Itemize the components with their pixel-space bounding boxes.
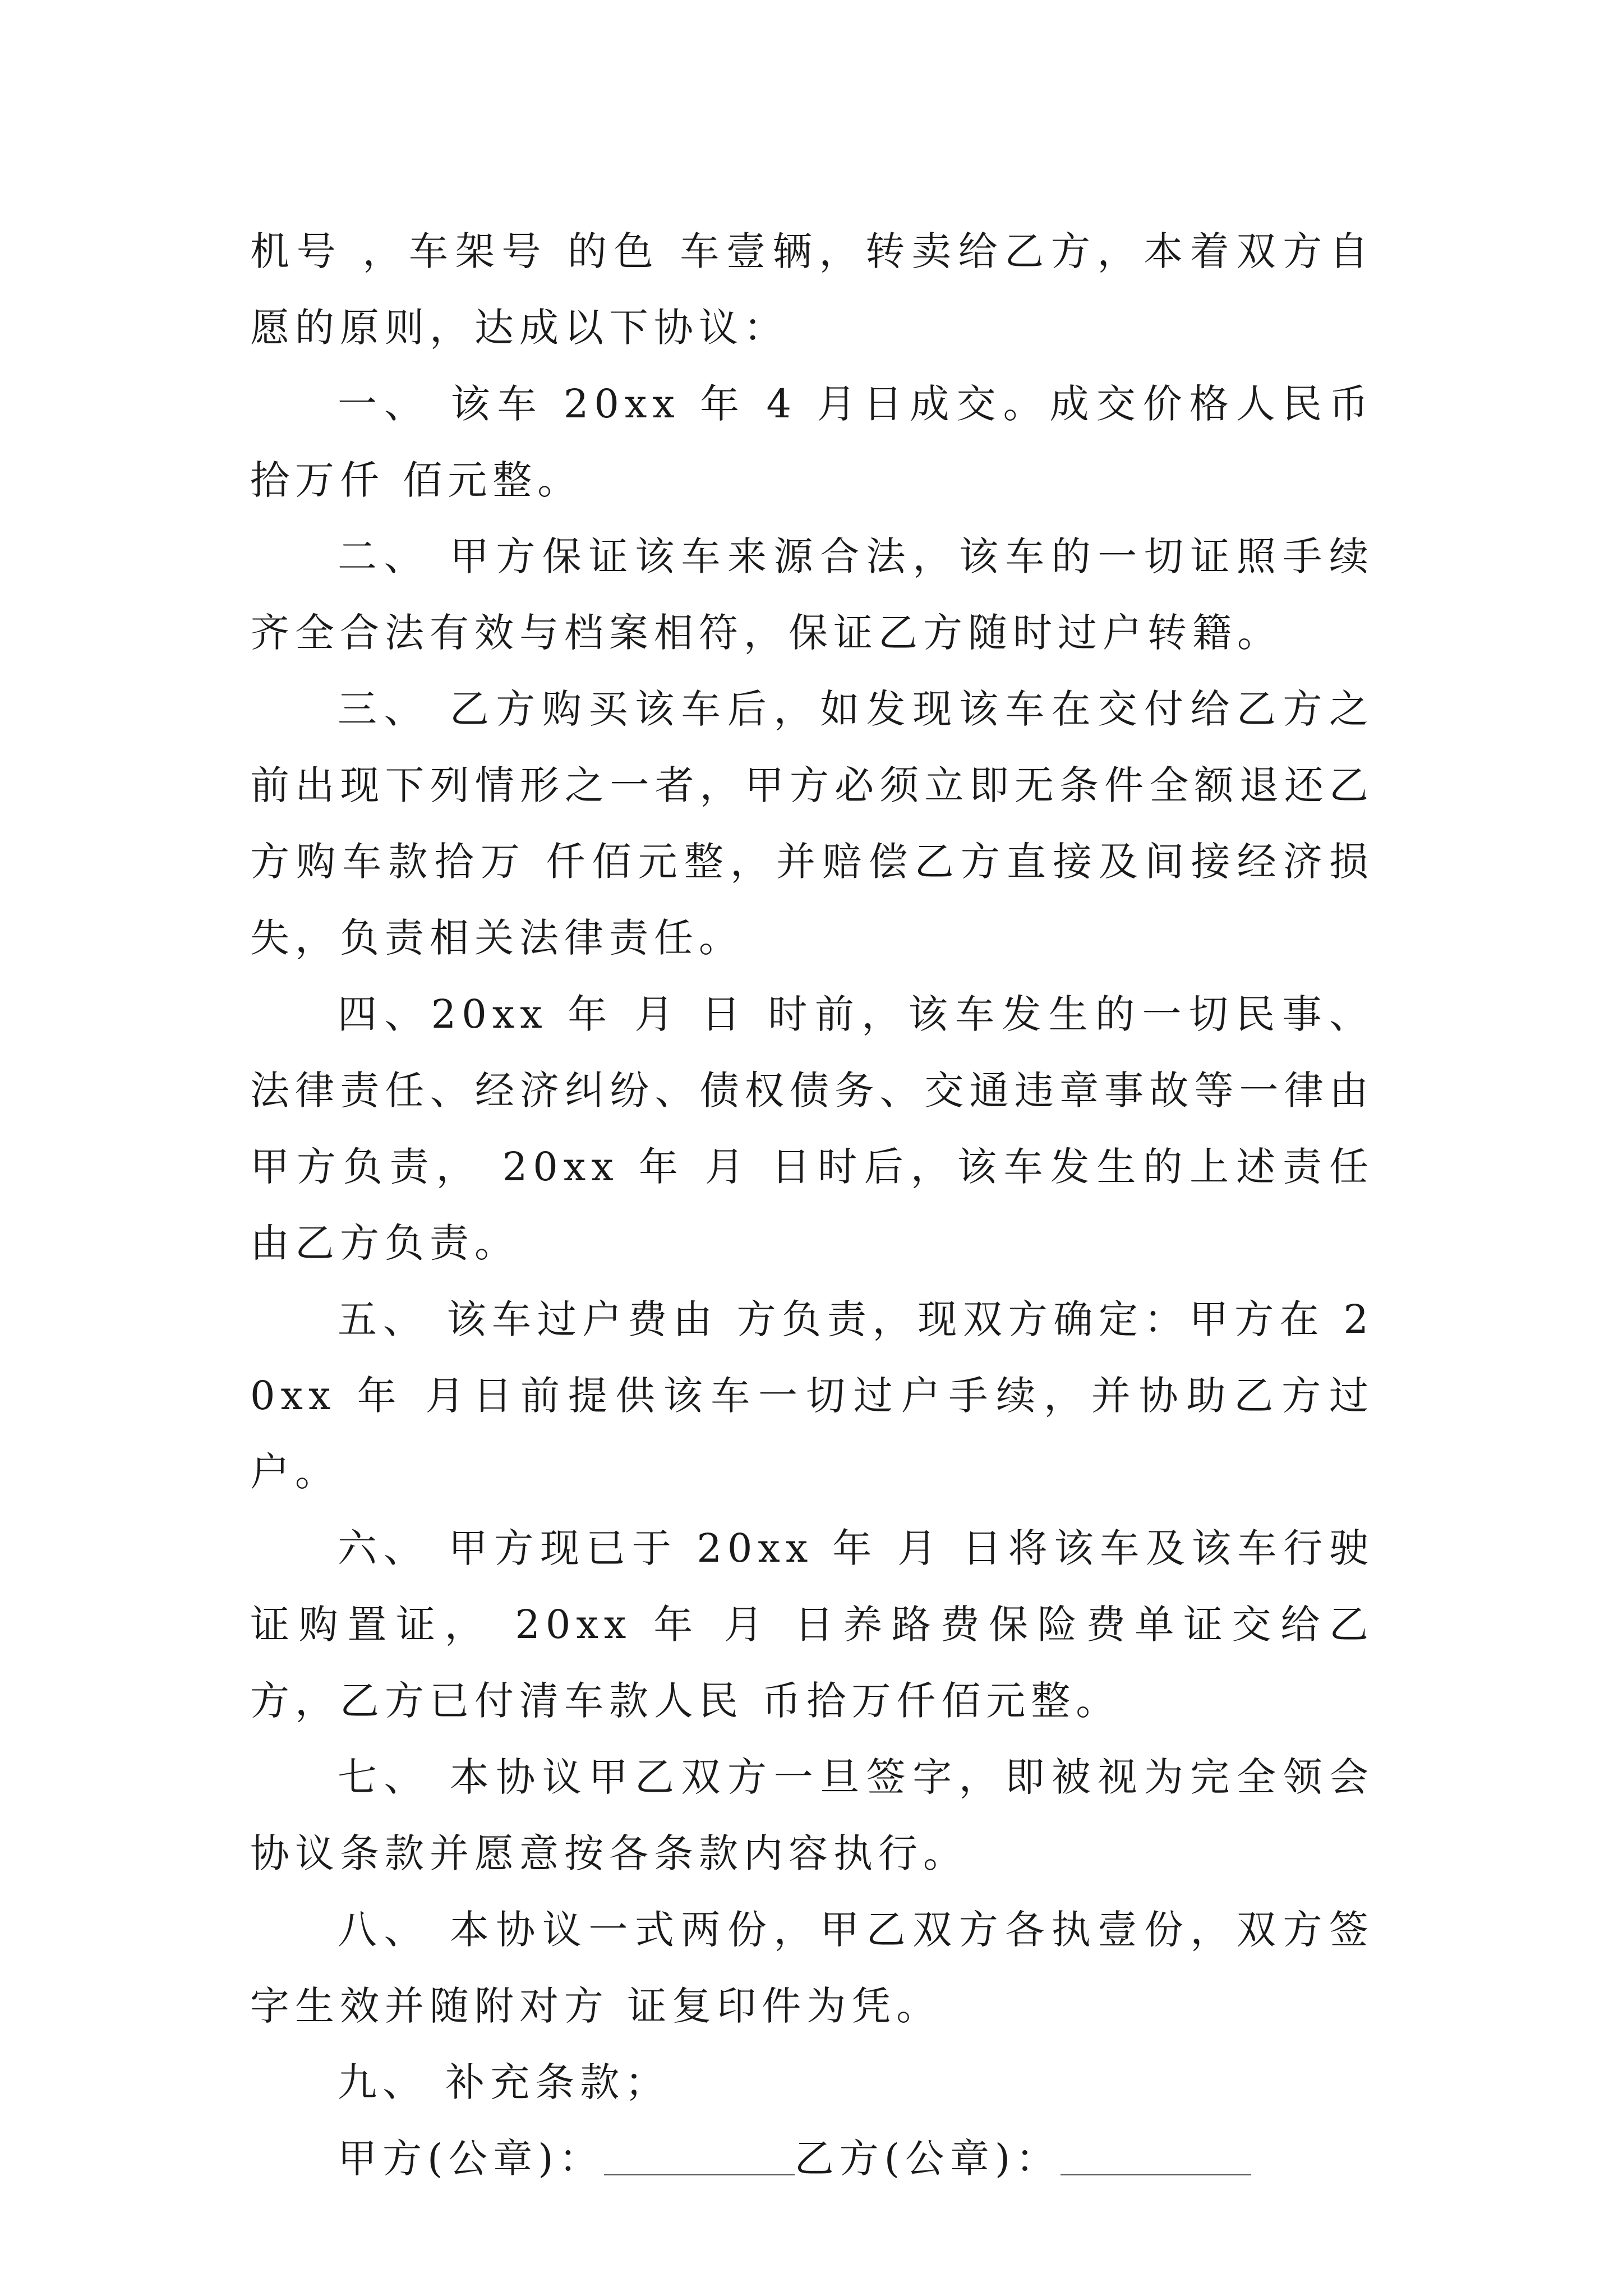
party-b-seal-label: 乙方(公章)： <box>794 2136 1061 2182</box>
party-b-seal-blank <box>1061 2141 1251 2175</box>
signature-row <box>250 2120 1374 2197</box>
clause-9: 九、 补充条款； <box>338 2059 670 2105</box>
clause-2: 二、 甲方保证该车来源合法，该车的一切证照手续齐全合法有效与档案相符，保证乙方随时过户转籍。 <box>250 533 1374 656</box>
clause-6: 六、 甲方现已于 20xx 年 月 日将该车及该车行驶证购置证， 20xx 年 月 日养路费保险费单证交给乙方，乙方已付清车款人民 币拾万仟佰元整。 <box>250 1525 1374 1724</box>
document-body <box>250 213 1374 2197</box>
clause-3: 三、 乙方购买该车后，如发现该车在交付给乙方之前出现下列情形之一者，甲方必须立即无条件全额退还乙方购车款拾万 仟佰元整，并赔偿乙方直接及间接经济损失，负责相关法律责任。 <box>250 686 1374 961</box>
clause-8: 八、 本协议一式两份，甲乙双方各执壹份，双方签字生效并随附对方 证复印件为凭。 <box>250 1907 1374 2029</box>
clause-7: 七、 本协议甲乙双方一旦签字，即被视为完全领会协议条款并愿意按各条款内容执行。 <box>250 1754 1374 1876</box>
party-a-seal-blank <box>604 2141 795 2175</box>
clause-4: 四、20xx 年 月 日 时前，该车发生的一切民事、法律责任、经济纠纷、债权债务、交通违章事故等一律由甲方负责， 20xx 年 月 日时后，该车发生的上述责任由乙方负责。 <box>250 991 1374 1266</box>
clause-1: 一、 该车 20xx 年 4 月日成交。成交价格人民币拾万仟 佰元整。 <box>250 381 1374 503</box>
clause-5: 五、 该车过户费由 方负责，现双方确定：甲方在 20xx 年 月日前提供该车一切过户手续，并协助乙方过户。 <box>250 1296 1374 1495</box>
party-a-seal-label: 甲方(公章)： <box>338 2136 604 2182</box>
paragraph-intro: 机号 ，车架号 的色 车壹辆，转卖给乙方，本着双方自愿的原则，达成以下协议： <box>250 228 1374 351</box>
